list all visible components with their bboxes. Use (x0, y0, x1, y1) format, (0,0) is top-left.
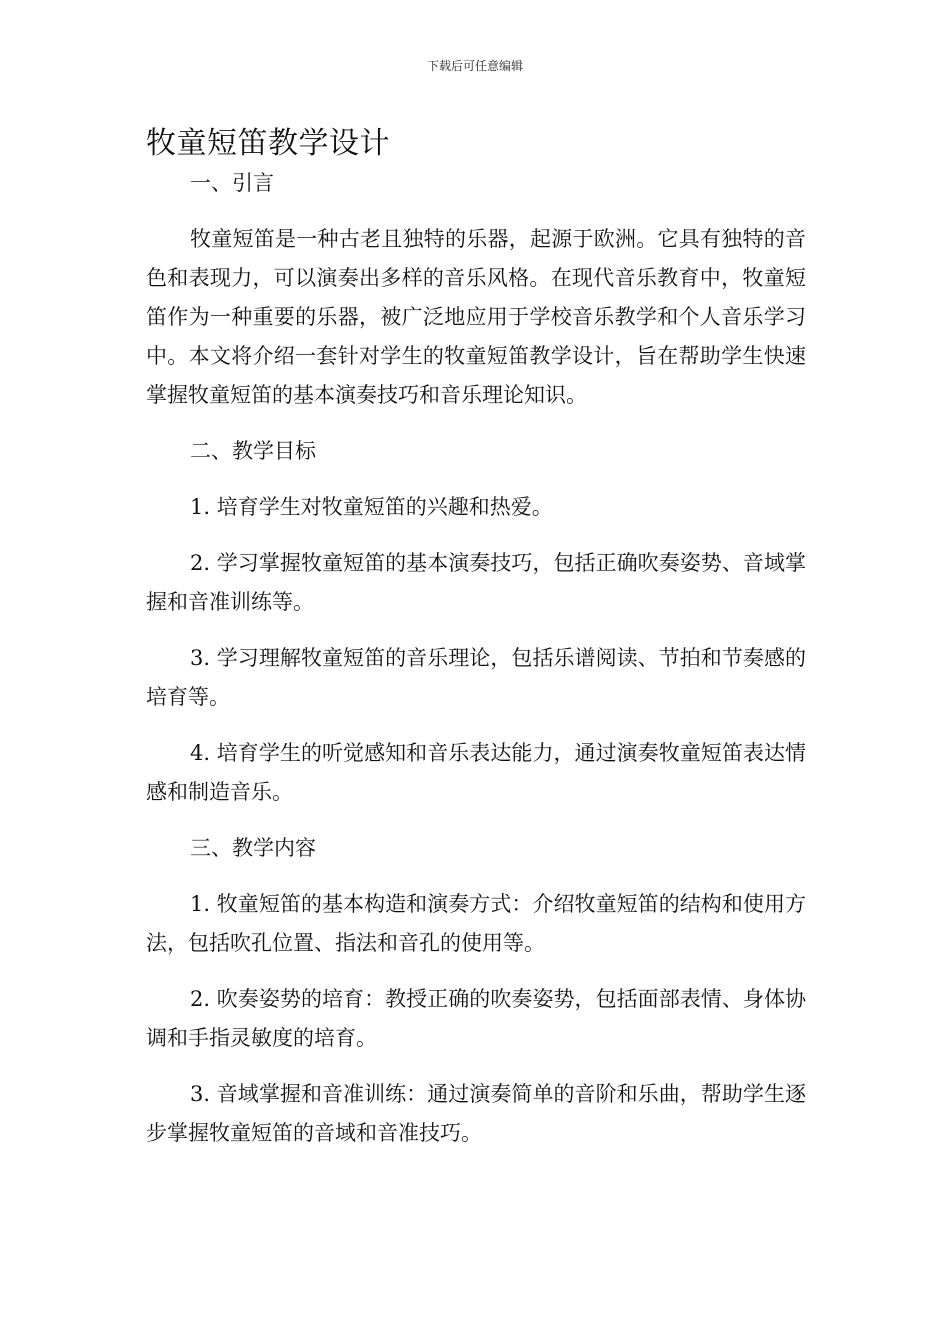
goal-item-4: 4. 培育学生的听觉感知和音乐表达能力，通过演奏牧童短笛表达情感和制造音乐。 (146, 741, 806, 804)
document-title: 牧童短笛教学设计 (146, 126, 390, 161)
section-heading-goals: 二、教学目标 (190, 439, 316, 463)
goal-item-1: 1. 培育学生对牧童短笛的兴趣和热爱。 (190, 495, 553, 519)
goal-item-3: 3. 学习理解牧童短笛的音乐理论，包括乐谱阅读、节拍和节奏感的培育等。 (146, 646, 806, 709)
header-note: 下载后可任意编辑 (426, 59, 523, 73)
section-heading-intro: 一、引言 (190, 171, 274, 195)
content-item-2: 2. 吹奏姿势的培育：教授正确的吹奏姿势，包括面部表情、身体协调和手指灵敏度的培育。 (146, 987, 806, 1050)
content-item-3: 3. 音域掌握和音准训练：通过演奏简单的音阶和乐曲，帮助学生逐步掌握牧童短笛的音域和音准技巧。 (146, 1082, 806, 1145)
section-heading-content: 三、教学内容 (190, 836, 316, 860)
document-body (146, 164, 806, 1170)
goal-item-2: 2. 学习掌握牧童短笛的基本演奏技巧，包括正确吹奏姿势、音域掌握和音准训练等。 (146, 551, 806, 614)
intro-paragraph: 牧童短笛是一种古老且独特的乐器，起源于欧洲。它具有独特的音色和表现力，可以演奏出多样的音乐风格。在现代音乐教育中，牧童短笛作为一种重要的乐器，被广泛地应用于学校音乐教学和个人音乐学习中。本文将介绍一套针对学生的牧童短笛教学设计，旨在帮助学生快速掌握牧童短笛的基本演奏技巧和音乐理论知识。 (146, 227, 806, 407)
content-item-1: 1. 牧童短笛的基本构造和演奏方式：介绍牧童短笛的结构和使用方法，包括吹孔位置、指法和音孔的使用等。 (146, 892, 806, 955)
